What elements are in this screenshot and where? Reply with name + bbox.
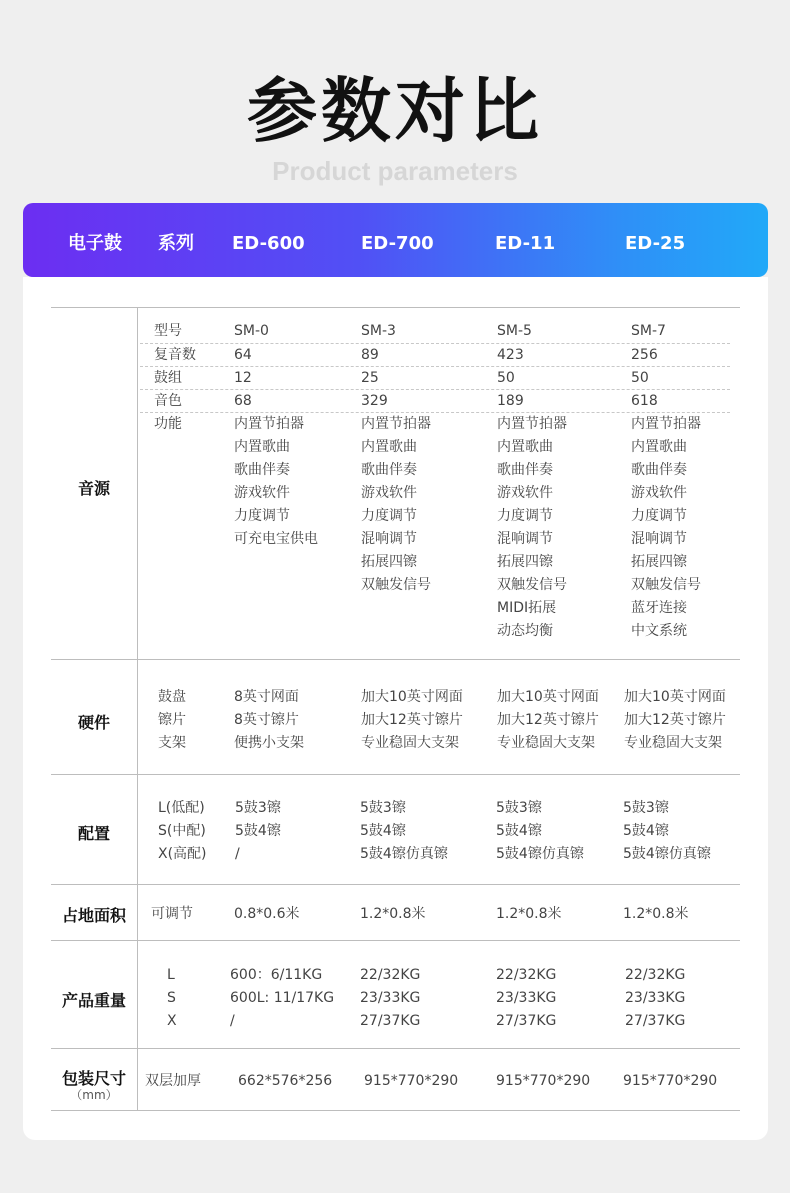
weight-value: 22/32KG — [360, 967, 421, 983]
hardware-value: 专业稳固大支架 — [624, 735, 722, 751]
hardware-value: 专业稳固大支架 — [497, 735, 595, 751]
function-item: 歌曲伴奏 — [361, 462, 417, 478]
section-divider — [51, 307, 740, 308]
spec-value: 423 — [497, 347, 524, 363]
function-item: 游戏软件 — [497, 485, 553, 501]
package-value: 915*770*290 — [364, 1073, 459, 1089]
header-model: ED-600 — [232, 233, 305, 254]
weight-sublabel: L — [167, 967, 175, 983]
header-model: ED-25 — [625, 233, 686, 254]
spec-label: 复音数 — [154, 347, 196, 363]
function-item: 力度调节 — [361, 508, 417, 524]
config-value: 5鼓4镲仿真镲 — [360, 846, 448, 862]
hardware-value: 加大12英寸镲片 — [361, 712, 463, 728]
function-item: 混响调节 — [631, 531, 687, 547]
table-header — [23, 203, 768, 277]
function-item: 中文系统 — [631, 623, 687, 639]
function-item: 混响调节 — [361, 531, 417, 547]
function-item: 拓展四镲 — [361, 554, 417, 570]
config-value: 5鼓4镲 — [623, 823, 669, 839]
function-item: 游戏软件 — [631, 485, 687, 501]
config-value: 5鼓4镲 — [496, 823, 542, 839]
spec-label: 鼓组 — [154, 370, 182, 386]
header-model: ED-11 — [495, 233, 556, 254]
category-weight: 产品重量 — [61, 991, 126, 1010]
weight-value: / — [230, 1013, 235, 1029]
function-item: 游戏软件 — [234, 485, 290, 501]
function-item: 内置歌曲 — [234, 439, 290, 455]
hardware-sublabel: 鼓盘 — [158, 689, 186, 705]
config-value: 5鼓3镲 — [235, 800, 281, 816]
spec-value: SM-7 — [631, 323, 666, 339]
hardware-value: 加大12英寸镲片 — [497, 712, 599, 728]
function-item: 内置节拍器 — [361, 416, 431, 432]
area-sublabel: 可调节 — [151, 906, 193, 922]
config-value: 5鼓3镲 — [360, 800, 406, 816]
weight-sublabel: X — [167, 1013, 177, 1029]
weight-value: 27/37KG — [496, 1013, 557, 1029]
header-series: 系列 — [158, 233, 194, 254]
config-value: / — [235, 846, 240, 862]
spec-value: 25 — [361, 370, 379, 386]
category-package — [51, 1066, 137, 1101]
config-sublabel: L(低配) — [158, 800, 205, 816]
section-divider — [51, 940, 740, 941]
spec-value: 68 — [234, 393, 252, 409]
function-item: 力度调节 — [497, 508, 553, 524]
config-value: 5鼓4镲仿真镲 — [496, 846, 584, 862]
header-model: ED-700 — [361, 233, 434, 254]
function-item: 内置歌曲 — [497, 439, 553, 455]
weight-value: 22/32KG — [625, 967, 686, 983]
function-item: 力度调节 — [234, 508, 290, 524]
weight-value: 27/37KG — [625, 1013, 686, 1029]
function-item: MIDI拓展 — [497, 600, 557, 616]
package-value: 915*770*290 — [496, 1073, 591, 1089]
weight-value: 23/33KG — [625, 990, 686, 1006]
package-value: 915*770*290 — [623, 1073, 718, 1089]
hardware-value: 加大10英寸网面 — [624, 689, 726, 705]
function-list — [234, 413, 318, 551]
function-item: 拓展四镲 — [497, 554, 553, 570]
function-item: 内置歌曲 — [631, 439, 687, 455]
function-item: 歌曲伴奏 — [631, 462, 687, 478]
area-value: 1.2*0.8米 — [496, 906, 562, 922]
weight-value: 600：6/11KG — [230, 967, 323, 983]
page-title: 参数对比 — [247, 70, 543, 152]
config-value: 5鼓3镲 — [623, 800, 669, 816]
header-category: 电子鼓 — [68, 233, 122, 254]
page-subtitle: Product parameters — [272, 156, 518, 186]
section-divider — [51, 659, 740, 660]
package-sublabel: 双层加厚 — [145, 1073, 201, 1089]
section-divider — [51, 774, 740, 775]
function-item: 双触发信号 — [361, 577, 431, 593]
hardware-value: 便携小支架 — [234, 735, 304, 751]
config-value: 5鼓4镲仿真镲 — [623, 846, 711, 862]
area-value: 0.8*0.6米 — [234, 906, 300, 922]
function-item: 内置节拍器 — [631, 416, 701, 432]
spec-value: 50 — [631, 370, 649, 386]
weight-value: 27/37KG — [360, 1013, 421, 1029]
weight-value: 23/33KG — [496, 990, 557, 1006]
package-value: 662*576*256 — [238, 1073, 333, 1089]
hardware-value: 8英寸网面 — [234, 689, 299, 705]
weight-value: 600L: 11/17KG — [230, 990, 335, 1006]
spec-label: 功能 — [154, 416, 182, 432]
category-package-unit: （mm） — [70, 1088, 118, 1102]
function-item: 歌曲伴奏 — [234, 462, 290, 478]
config-sublabel: X(高配) — [158, 846, 207, 862]
hardware-sublabel: 镲片 — [158, 712, 186, 728]
spec-value: 256 — [631, 347, 658, 363]
function-item: 内置节拍器 — [497, 416, 567, 432]
hardware-value: 加大10英寸网面 — [361, 689, 463, 705]
category-hardware: 硬件 — [77, 713, 110, 732]
config-value: 5鼓4镲 — [235, 823, 281, 839]
category-sound: 音源 — [77, 479, 110, 498]
hardware-value: 8英寸镲片 — [234, 712, 299, 728]
config-value: 5鼓3镲 — [496, 800, 542, 816]
spec-value: SM-5 — [497, 323, 532, 339]
function-item: 歌曲伴奏 — [497, 462, 553, 478]
area-value: 1.2*0.8米 — [360, 906, 426, 922]
function-item: 内置歌曲 — [361, 439, 417, 455]
category-area: 占地面积 — [61, 906, 126, 925]
config-sublabel: S(中配) — [158, 823, 206, 839]
hardware-sublabel: 支架 — [158, 735, 186, 751]
spec-value: 89 — [361, 347, 379, 363]
function-item: 力度调节 — [631, 508, 687, 524]
function-item: 游戏软件 — [361, 485, 417, 501]
category-package-label: 包装尺寸 — [61, 1069, 126, 1088]
function-item: 蓝牙连接 — [631, 600, 687, 616]
spec-value: 64 — [234, 347, 252, 363]
hardware-value: 加大10英寸网面 — [497, 689, 599, 705]
weight-value: 22/32KG — [496, 967, 557, 983]
config-value: 5鼓4镲 — [360, 823, 406, 839]
function-list — [631, 413, 701, 643]
weight-value: 23/33KG — [360, 990, 421, 1006]
weight-sublabel: S — [167, 990, 176, 1006]
function-item: 混响调节 — [497, 531, 553, 547]
function-item: 内置节拍器 — [234, 416, 304, 432]
spec-value: SM-0 — [234, 323, 269, 339]
spec-label: 型号 — [154, 323, 182, 339]
spec-value: 189 — [497, 393, 524, 409]
function-item: 可充电宝供电 — [234, 531, 318, 547]
hardware-value: 加大12英寸镲片 — [624, 712, 726, 728]
category-config: 配置 — [77, 824, 110, 843]
section-divider — [51, 884, 740, 885]
function-item: 拓展四镲 — [631, 554, 687, 570]
function-item: 双触发信号 — [497, 577, 567, 593]
spec-value: 618 — [631, 393, 658, 409]
spec-label: 音色 — [154, 393, 182, 409]
column-divider — [137, 307, 138, 1110]
spec-value: 329 — [361, 393, 388, 409]
function-item: 双触发信号 — [631, 577, 701, 593]
spec-value: 50 — [497, 370, 515, 386]
function-list — [497, 413, 567, 643]
function-item: 动态均衡 — [497, 623, 553, 639]
area-value: 1.2*0.8米 — [623, 906, 689, 922]
spec-value: SM-3 — [361, 323, 396, 339]
hardware-value: 专业稳固大支架 — [361, 735, 459, 751]
function-list — [361, 413, 431, 597]
spec-value: 12 — [234, 370, 252, 386]
